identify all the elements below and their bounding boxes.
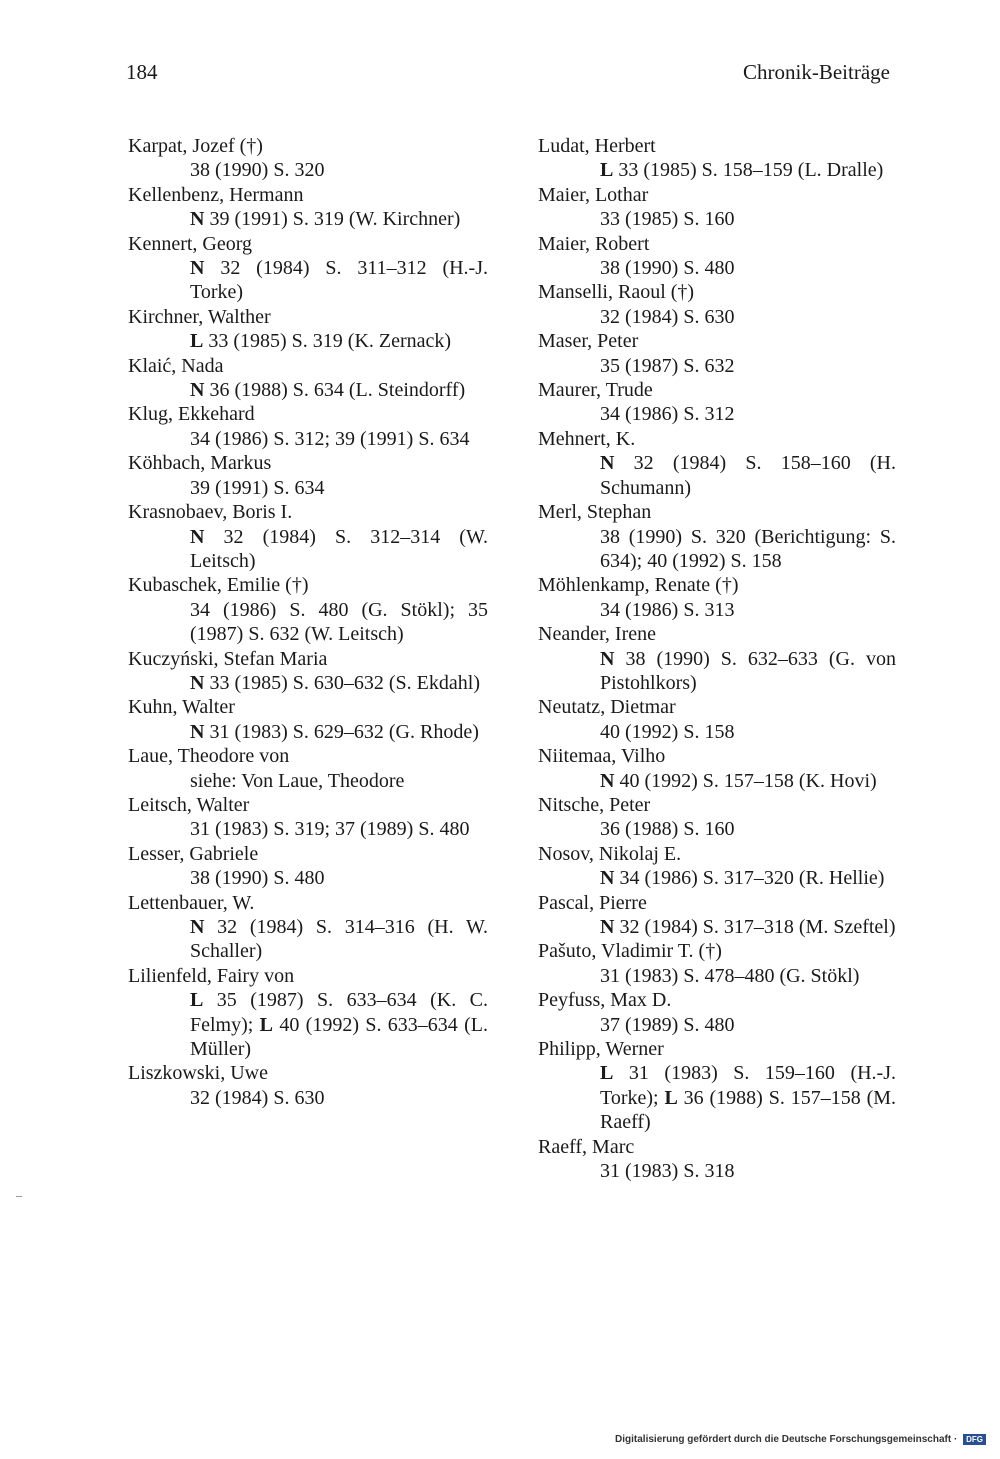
index-entry [538, 1037, 896, 1135]
entry-name: Lilienfeld, Fairy von [128, 964, 295, 987]
entry-reference: N 34 (1986) S. 317–320 (R. Hellie) [600, 867, 885, 890]
index-column-right [538, 134, 896, 1183]
index-entry [538, 793, 896, 842]
entry-reference: 36 (1988) S. 160 [600, 818, 735, 841]
entry-name: Kennert, Georg [128, 232, 253, 255]
entry-name: Peyfuss, Max D. [538, 989, 672, 1012]
entry-reference: 33 (1985) S. 160 [600, 208, 735, 231]
entry-reference: 37 (1989) S. 480 [600, 1013, 735, 1036]
credit-text: Digitalisierung gefördert durch die Deutsche Forschungsgemeinschaft [615, 1434, 952, 1446]
entry-name: Karpat, Jozef (†) [128, 135, 263, 157]
entry-name: Maier, Lothar [538, 183, 649, 206]
index-entry [538, 232, 896, 281]
entry-name: Lettenbauer, W. [128, 891, 255, 914]
entry-reference: siehe: Von Laue, Theodore [190, 769, 405, 792]
entry-name: Lesser, Gabriele [128, 842, 259, 865]
entry-reference: N 38 (1990) S. 632–633 (G. von Pistohlkors) [600, 647, 896, 694]
entry-reference: N 32 (1984) S. 158–160 (H. Schumann) [600, 452, 896, 499]
entry-name: Kuczyński, Stefan Maria [128, 647, 328, 670]
entry-name: Maier, Robert [538, 232, 650, 255]
entry-reference: L 35 (1987) S. 633–634 (K. C. Felmy); L 40 (1992) S. 633–634 (L. Müller) [190, 989, 488, 1061]
index-entry [128, 573, 488, 646]
index-entry [128, 305, 488, 354]
index-entry [538, 695, 896, 744]
entry-reference: N 33 (1985) S. 630–632 (S. Ekdahl) [190, 671, 480, 694]
entry-reference: N 32 (1984) S. 312–314 (W. Leitsch) [190, 525, 488, 572]
entry-name: Neutatz, Dietmar [538, 696, 676, 719]
entry-reference: 38 (1990) S. 320 [190, 159, 325, 182]
index-entry [538, 744, 896, 793]
entry-reference: N 32 (1984) S. 311–312 (H.-J. Torke) [190, 257, 488, 304]
entry-name: Merl, Stephan [538, 501, 652, 524]
entry-name: Mehnert, K. [538, 427, 636, 450]
page-number: 184 [126, 60, 158, 84]
entry-reference: 34 (1986) S. 312 [600, 403, 735, 426]
entry-reference: 34 (1986) S. 480 (G. Stökl); 35 (1987) S. 632 (W. Leitsch) [190, 598, 488, 646]
entry-name: Laue, Theodore von [128, 745, 290, 768]
index-entry [538, 329, 896, 378]
entry-reference: 31 (1983) S. 319; 37 (1989) S. 480 [190, 818, 470, 841]
index-entry [538, 939, 896, 988]
digitization-credit [615, 1434, 986, 1445]
index-entry [128, 647, 488, 696]
index-entry [128, 402, 488, 451]
entry-name: Neander, Irene [538, 623, 657, 646]
entry-reference: 32 (1984) S. 630 [190, 1086, 325, 1109]
entry-name: Liszkowski, Uwe [128, 1062, 268, 1085]
entry-name: Ludat, Herbert [538, 135, 656, 157]
entry-reference: L 31 (1983) S. 159–160 (H.-J. Torke); L 36 (1988) S. 157–158 (M. Raeff) [600, 1062, 897, 1134]
index-entry [128, 500, 488, 573]
index-entry [128, 793, 488, 842]
entry-reference: 39 (1991) S. 634 [190, 476, 325, 499]
index-entry [128, 964, 488, 1062]
index-entry [128, 842, 488, 891]
index-entry [128, 451, 488, 500]
entry-name: Leitsch, Walter [128, 793, 250, 816]
entry-reference: N 31 (1983) S. 629–632 (G. Rhode) [190, 720, 479, 743]
entry-name: Krasnobaev, Boris I. [128, 501, 293, 524]
entry-reference: 38 (1990) S. 480 [190, 867, 325, 890]
entry-reference: N 39 (1991) S. 319 (W. Kirchner) [190, 208, 461, 231]
entry-reference: 31 (1983) S. 478–480 (G. Stökl) [600, 964, 860, 987]
entry-name: Maurer, Trude [538, 379, 653, 402]
entry-name: Klug, Ekkehard [128, 403, 255, 426]
index-entry [128, 695, 488, 744]
index-column-left [128, 134, 488, 1110]
index-entry [128, 183, 488, 232]
index-entry [538, 500, 896, 573]
entry-name: Kubaschek, Emilie (†) [128, 574, 309, 597]
entry-name: Raeff, Marc [538, 1135, 635, 1158]
index-entry [128, 891, 488, 964]
index-entry [538, 1135, 896, 1184]
entry-reference: 38 (1990) S. 480 [600, 257, 735, 280]
entry-name: Manselli, Raoul (†) [538, 281, 695, 304]
index-entry [538, 842, 896, 891]
entry-reference: N 40 (1992) S. 157–158 (K. Hovi) [600, 769, 877, 792]
entry-name: Pašuto, Vladimir T. (†) [538, 940, 722, 963]
entry-reference: N 36 (1988) S. 634 (L. Steindorff) [190, 379, 466, 402]
index-entry [128, 744, 488, 793]
entry-reference: N 32 (1984) S. 314–316 (H. W. Schaller) [190, 916, 488, 963]
index-entry [538, 183, 896, 232]
entry-reference: 40 (1992) S. 158 [600, 720, 735, 743]
entry-name: Kirchner, Walther [128, 305, 271, 328]
margin-mark [16, 1196, 22, 1197]
index-entry [538, 280, 896, 329]
index-entry [128, 354, 488, 403]
entry-name: Kellenbenz, Hermann [128, 183, 304, 206]
entry-reference: 32 (1984) S. 630 [600, 305, 735, 328]
entry-name: Maser, Peter [538, 330, 639, 353]
entry-name: Nitsche, Peter [538, 793, 651, 816]
index-entry [538, 622, 896, 695]
entry-name: Nosov, Nikolaj E. [538, 842, 682, 865]
index-entry [538, 134, 896, 183]
credit-separator: · [953, 1434, 958, 1446]
entry-reference: L 33 (1985) S. 319 (K. Zernack) [190, 330, 452, 353]
entry-reference: 34 (1986) S. 312; 39 (1991) S. 634 [190, 427, 470, 450]
index-entry [538, 891, 896, 940]
entry-reference: N 32 (1984) S. 317–318 (M. Szeftel) [600, 916, 896, 938]
index-entry [128, 1061, 488, 1110]
entry-name: Pascal, Pierre [538, 891, 647, 914]
dfg-logo: DFG [963, 1434, 986, 1445]
index-entry [128, 232, 488, 305]
entry-name: Niitemaa, Vilho [538, 745, 666, 768]
running-head: Chronik-Beiträge [743, 60, 890, 84]
entry-reference: 38 (1990) S. 320 (Berichtigung: S. 634); 40 (1992) S. 158 [600, 525, 896, 572]
entry-name: Köhbach, Markus [128, 452, 272, 475]
index-entry [128, 134, 488, 183]
index-entry [538, 378, 896, 427]
index-entry [538, 573, 896, 622]
index-entry [538, 988, 896, 1037]
entry-name: Möhlenkamp, Renate (†) [538, 574, 739, 597]
entry-reference: 31 (1983) S. 318 [600, 1160, 735, 1183]
entry-reference: 35 (1987) S. 632 [600, 354, 735, 377]
entry-reference: L 33 (1985) S. 158–159 (L. Dralle) [600, 159, 884, 182]
entry-name: Philipp, Werner [538, 1038, 664, 1061]
entry-reference: 34 (1986) S. 313 [600, 598, 735, 621]
entry-name: Kuhn, Walter [128, 696, 235, 719]
entry-name: Klaić, Nada [128, 354, 224, 377]
index-entry [538, 427, 896, 500]
